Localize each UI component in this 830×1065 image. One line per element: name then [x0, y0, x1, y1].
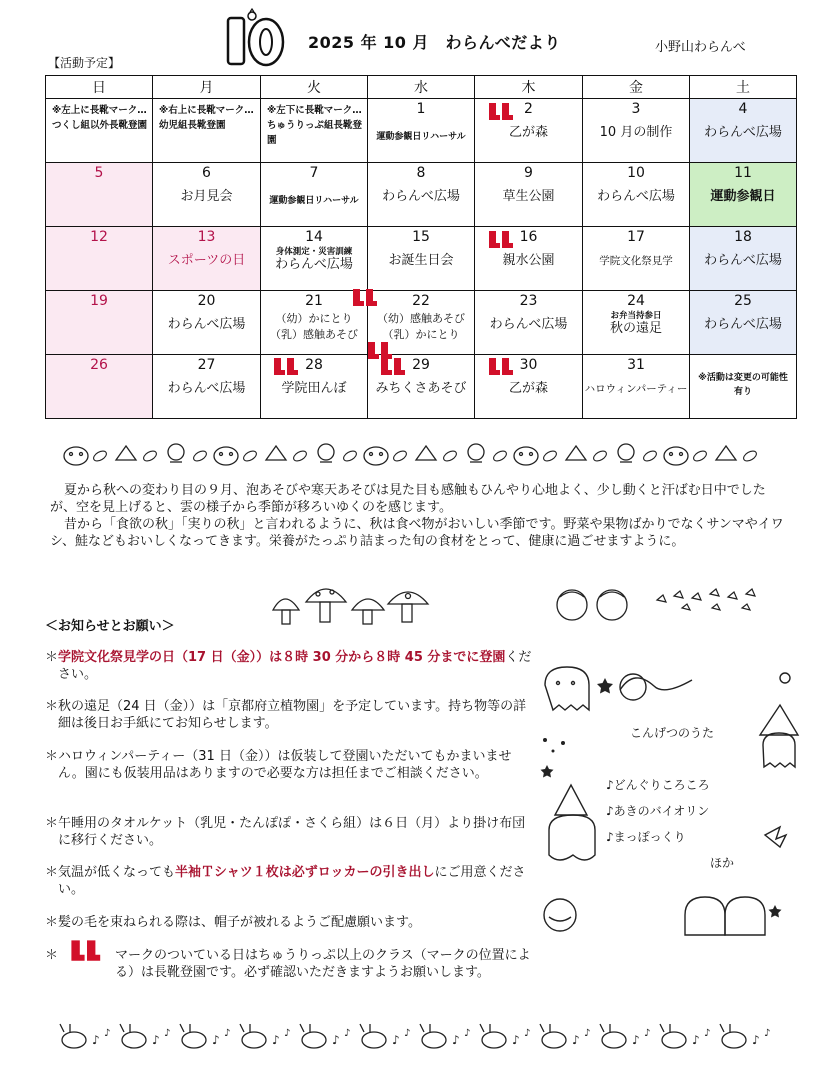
- calendar-week-row: [46, 99, 797, 163]
- day-number: 11: [734, 165, 752, 181]
- day-number: 16: [519, 229, 538, 245]
- calendar-day-cell-wed: [368, 291, 475, 355]
- svg-text:♪: ♪: [224, 1028, 231, 1039]
- svg-text:♪: ♪: [452, 1033, 460, 1047]
- boot-mark-icon: [487, 101, 517, 121]
- day-number: 22: [412, 293, 430, 309]
- calendar-day-cell-fri: [583, 291, 690, 355]
- day-number: 5: [94, 165, 104, 181]
- calendar-event: わらんべ広場: [597, 189, 675, 204]
- calendar-event: わらんべ広場: [167, 317, 246, 332]
- notice-5: [45, 864, 535, 898]
- calendar-day-cell-sat: [690, 227, 797, 291]
- day-number: 21: [305, 293, 323, 309]
- day-number: 7: [309, 165, 319, 181]
- calendar-day-cell-sun: [46, 355, 153, 419]
- day-number: 20: [197, 293, 216, 309]
- weekday-sat: 土: [690, 76, 797, 99]
- calendar-week-row: [46, 163, 797, 227]
- svg-text:♪: ♪: [512, 1033, 520, 1047]
- calendar-day-cell-fri: [583, 99, 690, 163]
- calendar-event: わらんべ広場: [382, 189, 460, 204]
- day-number: 8: [416, 165, 426, 181]
- svg-text:♪: ♪: [764, 1028, 771, 1039]
- intro-text: [50, 482, 790, 550]
- day-number: 24: [627, 293, 645, 309]
- calendar-event: 学院文化祭見学: [599, 255, 673, 267]
- calendar-event: 10 月の制作: [599, 125, 673, 140]
- insect-music-border: [58, 1022, 771, 1052]
- notice-1-highlight: 学院文化祭見学の日（17 日（金））は８時 30 分から８時 45 分までに登園: [58, 650, 506, 665]
- calendar-day-cell-tue: [261, 163, 368, 227]
- calendar-event: 運動参観日リハーサル: [269, 196, 359, 206]
- day-number: 14: [305, 229, 323, 245]
- calendar-day-cell-sun: [46, 99, 153, 163]
- notice-6-text: 髪の毛を束ねられる際は、帽子が被れるようご配慮願います。: [58, 915, 421, 930]
- calendar-event: ※左上に長靴マーク…つくし組以外長靴登園: [52, 105, 148, 131]
- calendar-day-cell-sun: [46, 291, 153, 355]
- day-number: 10: [627, 165, 645, 181]
- calendar-event: お誕生日会: [388, 253, 454, 268]
- calendar-day-cell-thu: [475, 291, 583, 355]
- calendar-event: ハロウィンパーティー: [584, 383, 688, 395]
- notice-1: [45, 649, 535, 683]
- calendar-event: ※左下に長靴マーク…ちゅうりっぷ組長靴登園: [267, 105, 363, 146]
- notice-2: [45, 698, 535, 732]
- calendar-event: 運動参観日: [710, 189, 776, 204]
- boot-mark-icon: [487, 229, 517, 249]
- calendar-day-cell-sat: [690, 355, 797, 419]
- svg-text:♪: ♪: [92, 1033, 100, 1047]
- calendar-day-cell-sat: [690, 291, 797, 355]
- calendar-event: わらんべ広場: [704, 125, 782, 140]
- calendar-event: 運動参観日リハーサル: [376, 132, 466, 142]
- boot-mark-icon: [379, 356, 409, 376]
- svg-text:♪: ♪: [464, 1028, 471, 1039]
- day-number: 18: [734, 229, 752, 245]
- calendar-day-cell-sat: [690, 99, 797, 163]
- calendar-day-cell-fri: [583, 355, 690, 419]
- calendar-day-cell-thu: [475, 163, 583, 227]
- calendar-event: わらんべ広場: [167, 381, 246, 396]
- notice-7: [45, 947, 535, 981]
- bullet-star: ＊: [45, 749, 59, 764]
- notice-4-text: 午睡用のタオルケット（乳児・たんぽぽ・さくら組）は６日（月）より掛け布団に移行ください。: [58, 816, 526, 848]
- day-number: 17: [627, 229, 645, 245]
- day-number: 2: [524, 101, 533, 117]
- day-number: 30: [519, 357, 538, 373]
- notice-1-tail: ください。: [58, 650, 532, 682]
- calendar-day-cell-mon: [153, 99, 261, 163]
- section-label: 【活動予定】: [48, 56, 121, 70]
- song-title: こんげつのうた: [630, 726, 715, 740]
- notice-7-text: マークのついている日はちゅうりっぷ以上のクラス（マークの位置による）は長靴登園です。必ず確認いただきますようお願いします。: [115, 948, 531, 980]
- svg-text:♪: ♪: [404, 1028, 411, 1039]
- calendar-day-cell-tue: [261, 99, 368, 163]
- svg-text:♪: ♪: [284, 1028, 291, 1039]
- calendar-day-cell-mon: [153, 163, 261, 227]
- calendar-day-cell-tue: [261, 291, 368, 355]
- boot-mark-icon: [487, 356, 517, 376]
- intro-paragraph-1: 夏から秋への変わり目の９月、泡あそびや寒天あそびは見た目も感触もひんやり心地よく、少し動くと汗ばむ日中でしたが、空を見上げると、雲の様子から季節が移ろいゆくのを感じます。: [50, 483, 766, 515]
- svg-text:♪: ♪: [632, 1033, 640, 1047]
- calendar-day-cell-thu: [475, 227, 583, 291]
- bullet-star: ＊: [45, 650, 59, 665]
- calendar-day-cell-wed: [368, 99, 475, 163]
- calendar-event: 乙が森: [508, 125, 548, 140]
- calendar-day-cell-mon: [153, 227, 261, 291]
- calendar-event: お月見会: [180, 189, 233, 204]
- day-number: 12: [90, 229, 108, 245]
- bullet-star: ＊: [45, 816, 59, 831]
- weekday-tue: 火: [261, 76, 368, 99]
- day-number: 13: [197, 229, 216, 245]
- day-number: 31: [627, 357, 645, 373]
- calendar-event: ※活動は変更の可能性有り: [698, 373, 788, 397]
- calendar-event: 草生公園: [502, 189, 555, 204]
- day-number: 1: [416, 101, 426, 117]
- day-number: 4: [738, 101, 748, 117]
- svg-text:♪: ♪: [524, 1028, 531, 1039]
- calendar-day-cell-thu: [475, 99, 583, 163]
- autumn-animal-border: [62, 440, 762, 470]
- svg-text:♪: ♪: [692, 1033, 700, 1047]
- bullet-star: ＊: [45, 699, 59, 714]
- weekday-wed: 水: [368, 76, 475, 99]
- weekday-thu: 木: [475, 76, 583, 99]
- calendar-day-cell-mon: [153, 291, 261, 355]
- song-item-3: ♪まっぽっくり: [606, 830, 686, 844]
- calendar-day-cell-tue: [261, 227, 368, 291]
- weekday-mon: 月: [153, 76, 261, 99]
- calendar-event: 秋の遠足: [609, 321, 662, 336]
- svg-text:♪: ♪: [752, 1033, 760, 1047]
- bullet-star: ＊: [45, 865, 59, 880]
- calendar-day-cell-mon: [153, 355, 261, 419]
- calendar-day-cell-thu: [475, 355, 583, 419]
- day-number: 19: [90, 293, 108, 309]
- notice-6: [45, 914, 535, 931]
- month-number-graphic: [222, 8, 290, 70]
- activity-calendar: [45, 75, 797, 419]
- svg-text:♪: ♪: [644, 1028, 651, 1039]
- svg-text:♪: ♪: [212, 1033, 220, 1047]
- event-subnote: 身体測定・災害訓練: [275, 247, 353, 257]
- notice-3: [45, 748, 535, 782]
- notice-2-text: 秋の遠足（24 日（金））は「京都府立植物園」を予定しています。持ち物等の詳細は後日お手紙にてお知らせします。: [58, 699, 527, 731]
- day-number: 26: [90, 357, 108, 373]
- calendar-day-cell-wed: [368, 355, 475, 419]
- notice-5-tail: にご用意ください。: [58, 865, 526, 897]
- day-number: 3: [631, 101, 641, 117]
- calendar-day-cell-fri: [583, 163, 690, 227]
- calendar-week-row: [46, 291, 797, 355]
- calendar-day-cell-fri: [583, 227, 690, 291]
- day-number: 25: [734, 293, 752, 309]
- svg-text:♪: ♪: [392, 1033, 400, 1047]
- children-faces-illustration: [552, 585, 642, 625]
- leaves-illustration: [652, 588, 772, 613]
- bullet-star: ＊: [45, 948, 59, 963]
- intro-paragraph-2: 昔から「食欲の秋」「実りの秋」と言われるように、秋は食べ物がおいしい季節です。野菜や果物ばかりでなくサンマやイワシ、鮭などもおいしくなってきます。栄養がたっぷり詰まった旬の食材をとって、健康に過ごせますように。: [50, 517, 784, 549]
- day-number: 27: [197, 357, 216, 373]
- calendar-day-cell-sun: [46, 163, 153, 227]
- calendar-day-cell-tue: [261, 355, 368, 419]
- calendar-day-cell-sun: [46, 227, 153, 291]
- event-subnote: お弁当持参日: [610, 311, 662, 321]
- notice-4: [45, 815, 535, 849]
- svg-text:♪: ♪: [152, 1033, 160, 1047]
- notice-5-highlight: 半袖Ｔシャツ１枚は必ずロッカーの引き出し: [175, 865, 435, 880]
- calendar-day-cell-sat: [690, 163, 797, 227]
- song-item-1: ♪どんぐりころころ: [606, 778, 710, 792]
- day-number: 6: [202, 165, 211, 181]
- day-number: 9: [524, 165, 533, 181]
- calendar-event: 学院田んぼ: [281, 381, 347, 396]
- day-number: 23: [519, 293, 538, 309]
- calendar-event: わらんべ広場: [704, 253, 782, 268]
- calendar-event: （幼）かにとり （乳）感触あそび: [270, 312, 358, 341]
- svg-text:♪: ♪: [272, 1033, 280, 1047]
- svg-text:♪: ♪: [344, 1028, 351, 1039]
- weekday-header-row: [46, 76, 797, 99]
- notice-5-pre: 気温が低くなっても: [58, 865, 176, 880]
- day-number: 15: [412, 229, 430, 245]
- calendar-event: わらんべ広場: [704, 317, 782, 332]
- svg-text:♪: ♪: [704, 1028, 711, 1039]
- svg-text:♪: ♪: [164, 1028, 171, 1039]
- weekday-fri: 金: [583, 76, 690, 99]
- svg-text:♪: ♪: [584, 1028, 591, 1039]
- song-more: ほか: [710, 856, 735, 870]
- calendar-event: わらんべ広場: [489, 317, 568, 332]
- song-item-2: ♪あきのバイオリン: [606, 804, 710, 818]
- calendar-week-row: [46, 227, 797, 291]
- svg-text:♪: ♪: [572, 1033, 580, 1047]
- weekday-sun: 日: [46, 76, 153, 99]
- page-title: 2025 年 10 月 わらんべだより: [308, 33, 561, 52]
- calendar-day-cell-wed: [368, 163, 475, 227]
- day-number: 28: [305, 357, 323, 373]
- calendar-week-row: [46, 355, 797, 419]
- organization-name: 小野山わらんべ: [655, 40, 746, 55]
- calendar-event: わらんべ広場: [275, 257, 353, 272]
- boot-mark-icon: [67, 938, 107, 962]
- day-number: 29: [412, 357, 430, 373]
- calendar-event: （幼）感触あそび （乳）かにとり: [377, 312, 465, 341]
- calendar-event: みちくさあそび: [375, 381, 467, 396]
- notice-3-text: ハロウィンパーティー（31 日（金））は仮装して登園いただいてもかまいません。園にも仮装用品はありますので必要な方は担任までご相談ください。: [58, 749, 512, 781]
- calendar-event: ※右上に長靴マーク…幼児組長靴登園: [159, 105, 254, 131]
- notices-title: ＜お知らせとお願い＞: [45, 619, 175, 634]
- calendar-event: 乙が森: [508, 381, 548, 396]
- mushroom-illustration: [268, 580, 438, 630]
- calendar-event: 親水公園: [502, 253, 555, 268]
- calendar-event: スポーツの日: [167, 253, 246, 268]
- svg-text:♪: ♪: [332, 1033, 340, 1047]
- calendar-day-cell-wed: [368, 227, 475, 291]
- boot-mark-icon: [272, 356, 302, 376]
- svg-text:♪: ♪: [104, 1028, 111, 1039]
- bullet-star: ＊: [45, 915, 59, 930]
